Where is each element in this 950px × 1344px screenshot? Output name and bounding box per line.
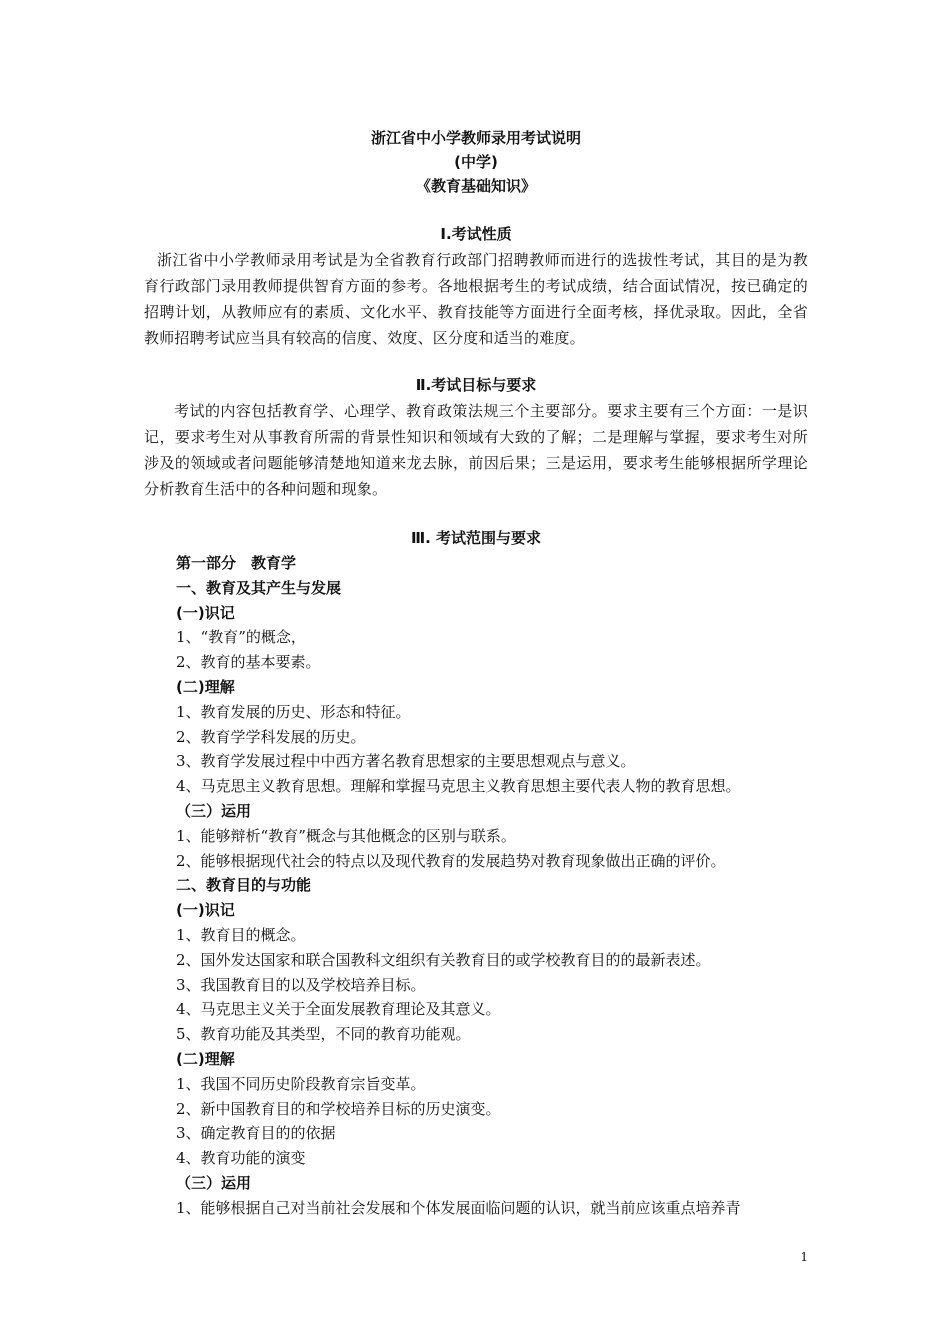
outline-subheading: (一)识记 xyxy=(176,603,235,622)
document-title: 浙江省中小学教师录用考试说明 xyxy=(370,129,581,147)
section-heading-nature: Ⅰ.考试性质 xyxy=(440,225,512,243)
outline-item: 4、教育功能的演变 xyxy=(176,1149,306,1168)
document-body xyxy=(144,126,808,1221)
outline-item: 5、教育功能及其类型，不同的教育功能观。 xyxy=(176,1025,471,1044)
outline-item: 1、能够辩析“教育”概念与其他概念的区别与联系。 xyxy=(176,826,516,845)
outline-subheading: （三）运用 xyxy=(176,1173,252,1192)
outline-part-title: 第一部分 教育学 xyxy=(176,554,297,572)
outline-item: 3、我国教育目的以及学校培养目标。 xyxy=(176,975,426,994)
outline-item: 3、确定教育目的的依据 xyxy=(176,1124,336,1143)
outline-item: 2、教育的基本要素。 xyxy=(176,653,321,672)
outline-chapter: 一、教育及其产生与发展 xyxy=(176,578,342,597)
outline-list xyxy=(144,551,808,1221)
outline-item: 1、“教育”的概念， xyxy=(176,628,306,647)
outline-item: 1、教育目的概念。 xyxy=(176,925,306,944)
section-heading-scope: Ⅲ. 考试范围与要求 xyxy=(410,529,542,547)
outline-subheading: （三）运用 xyxy=(176,801,252,820)
outline-item: 3、教育学发展过程中中西方著名教育思想家的主要思想观点与意义。 xyxy=(176,752,636,771)
outline-item: 2、教育学学科发展的历史。 xyxy=(176,727,366,746)
outline-item: 2、国外发达国家和联合国教科文组织有关教育目的或学校教育目的的最新表述。 xyxy=(176,950,711,969)
outline-item: 4、马克思主义教育思想。理解和掌握马克思主义教育思想主要代表人物的教育思想。 xyxy=(176,777,741,796)
outline-item: 2、新中国教育目的和学校培养目标的历史演变。 xyxy=(176,1099,501,1118)
outline-item: 1、能够根据自己对当前社会发展和个体发展面临问题的认识，就当前应该重点培养青 xyxy=(176,1198,741,1217)
document-subtitle: (中学) xyxy=(454,153,498,171)
outline-subheading: (二)理解 xyxy=(176,677,235,696)
section-heading-goals: Ⅱ.考试目标与要求 xyxy=(415,376,537,394)
document-subject: 《教育基础知识》 xyxy=(415,177,536,195)
page-number: 1 xyxy=(800,1250,808,1264)
outline-item: 1、教育发展的历史、形态和特征。 xyxy=(176,702,411,721)
outline-item: 4、马克思主义关于全面发展教育理论及其意义。 xyxy=(176,1000,501,1019)
outline-item: 1、我国不同历史阶段教育宗旨变革。 xyxy=(176,1074,426,1093)
outline-subheading: (二)理解 xyxy=(176,1049,235,1068)
outline-chapter: 二、教育目的与功能 xyxy=(176,876,312,895)
section-paragraph-nature: 浙江省中小学教师录用考试是为全省教育行政部门招聘教师而进行的选拔性考试，其目的是为教育行政部门录用教师提供智育方面的参考。各地根据考生的考试成绩，结合面试情况，按已确定的招聘计划，从教师应有的素质、文化水平、教育技能等方面进行全面考核，择优录取。因此，全省教师招聘考试应当具有较高的信度、效度、区分度和适当的难度。 xyxy=(144,251,808,347)
section-paragraph-goals: 考试的内容包括教育学、心理学、教育政策法规三个主要部分。要求主要有三个方面：一是识记，要求考生对从事教育所需的背景性知识和领域有大致的了解；二是理解与掌握，要求考生对所涉及的领域或者问题能够清楚地知道来龙去脉，前因后果；三是运用，要求考生能够根据所学理论分析教育生活中的各种问题和现象。 xyxy=(144,402,808,498)
outline-item: 2、能够根据现代社会的特点以及现代教育的发展趋势对教育现象做出正确的评价。 xyxy=(176,851,726,870)
outline-subheading: (一)识记 xyxy=(176,901,235,920)
